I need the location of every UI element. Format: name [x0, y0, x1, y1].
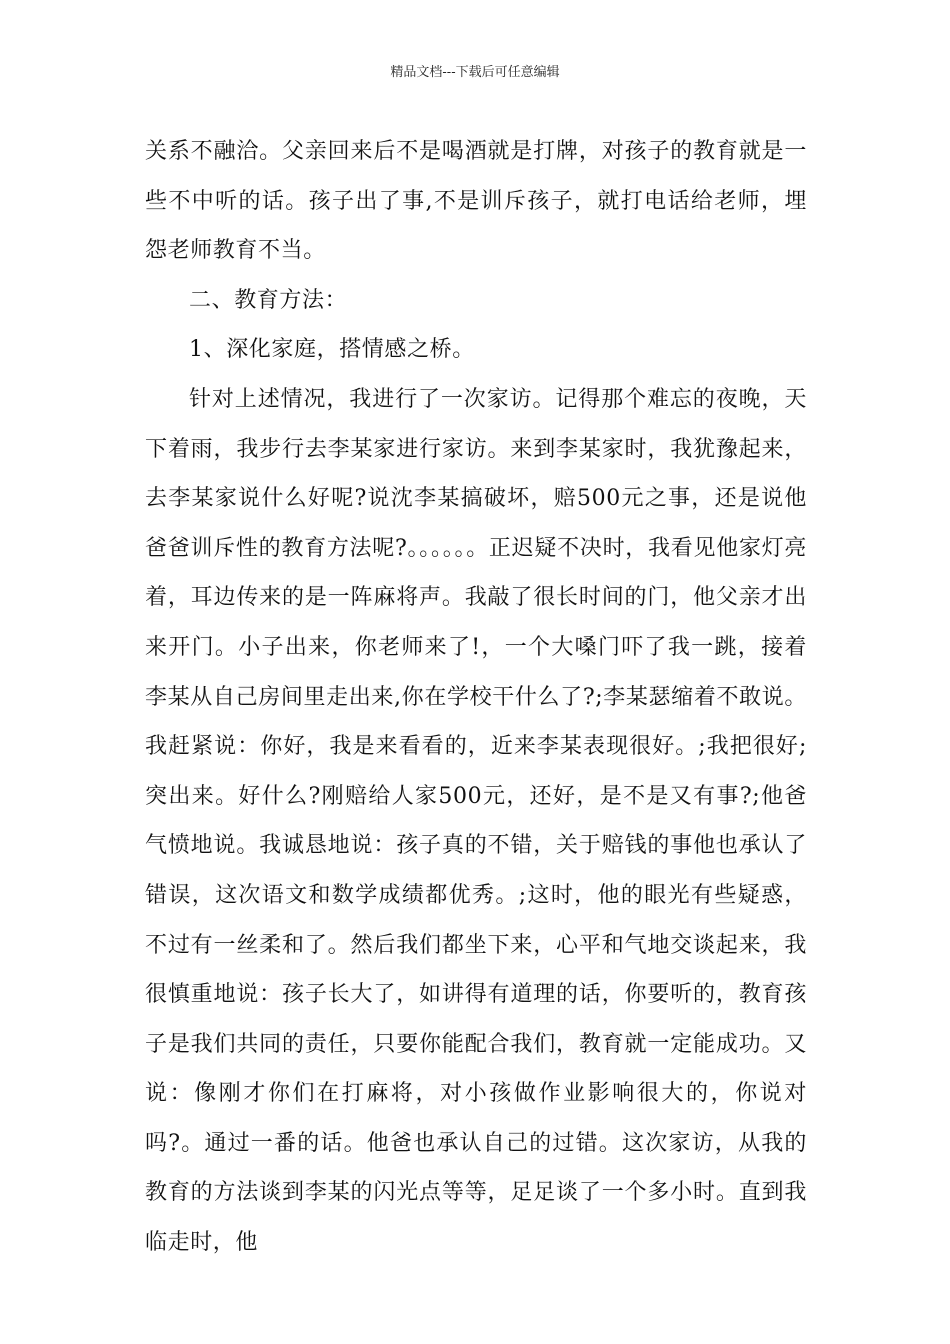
paragraph-home-visit: 针对上述情况，我进行了一次家访。记得那个难忘的夜晚，天下着雨，我步行去李某家进行家访。来到李某家时，我犹豫起来，去李某家说什么好呢?说沈李某搞破坏，赔500元之事，还是说他爸爸训斥性的教育方法呢?。。。。。。正迟疑不决时，我看见他家灯亮着，耳边传来的是一阵麻将声。我敲了很长时间的门，他父亲才出来开门。小子出来，你老师来了!，一个大嗓门吓了我一跳，接着李某从自己房间里走出来,你在学校干什么了?;李某瑟缩着不敢说。我赶紧说：你好，我是来看看的，近来李某表现很好。;我把很好;突出来。好什么?刚赔给人家500元，还好，是不是又有事?;他爸气愤地说。我诚恳地说：孩子真的不错，关于赔钱的事他也承认了错误，这次语文和数学成绩都优秀。;这时，他的眼光有些疑惑，不过有一丝柔和了。然后我们都坐下来，心平和气地交谈起来，我很慎重地说：孩子长大了，如讲得有道理的话，你要听的，教育孩子是我们共同的责任，只要你能配合我们，教育就一定能成功。又说：像刚才你们在打麻将，对小孩做作业影响很大的，你说对吗?。通过一番的话。他爸也承认自己的过错。这次家访，从我的教育的方法谈到李某的闪光点等等，足足谈了一个多小时。直到我临走时，他 — [145, 386, 807, 1256]
page-header: 精品文档---下载后可任意编辑 — [390, 65, 560, 80]
subsection-heading: 1、深化家庭，搭情感之桥。 — [189, 337, 475, 363]
paragraph-continuation: 关系不融洽。父亲回来后不是喝酒就是打牌，对孩子的教育就是一些不中听的话。孩子出了事,不是训斥孩子，就打电话给老师，埋怨老师教育不当。 — [145, 139, 807, 264]
section-heading: 二、教育方法： — [189, 287, 348, 313]
document-body — [145, 127, 807, 1268]
